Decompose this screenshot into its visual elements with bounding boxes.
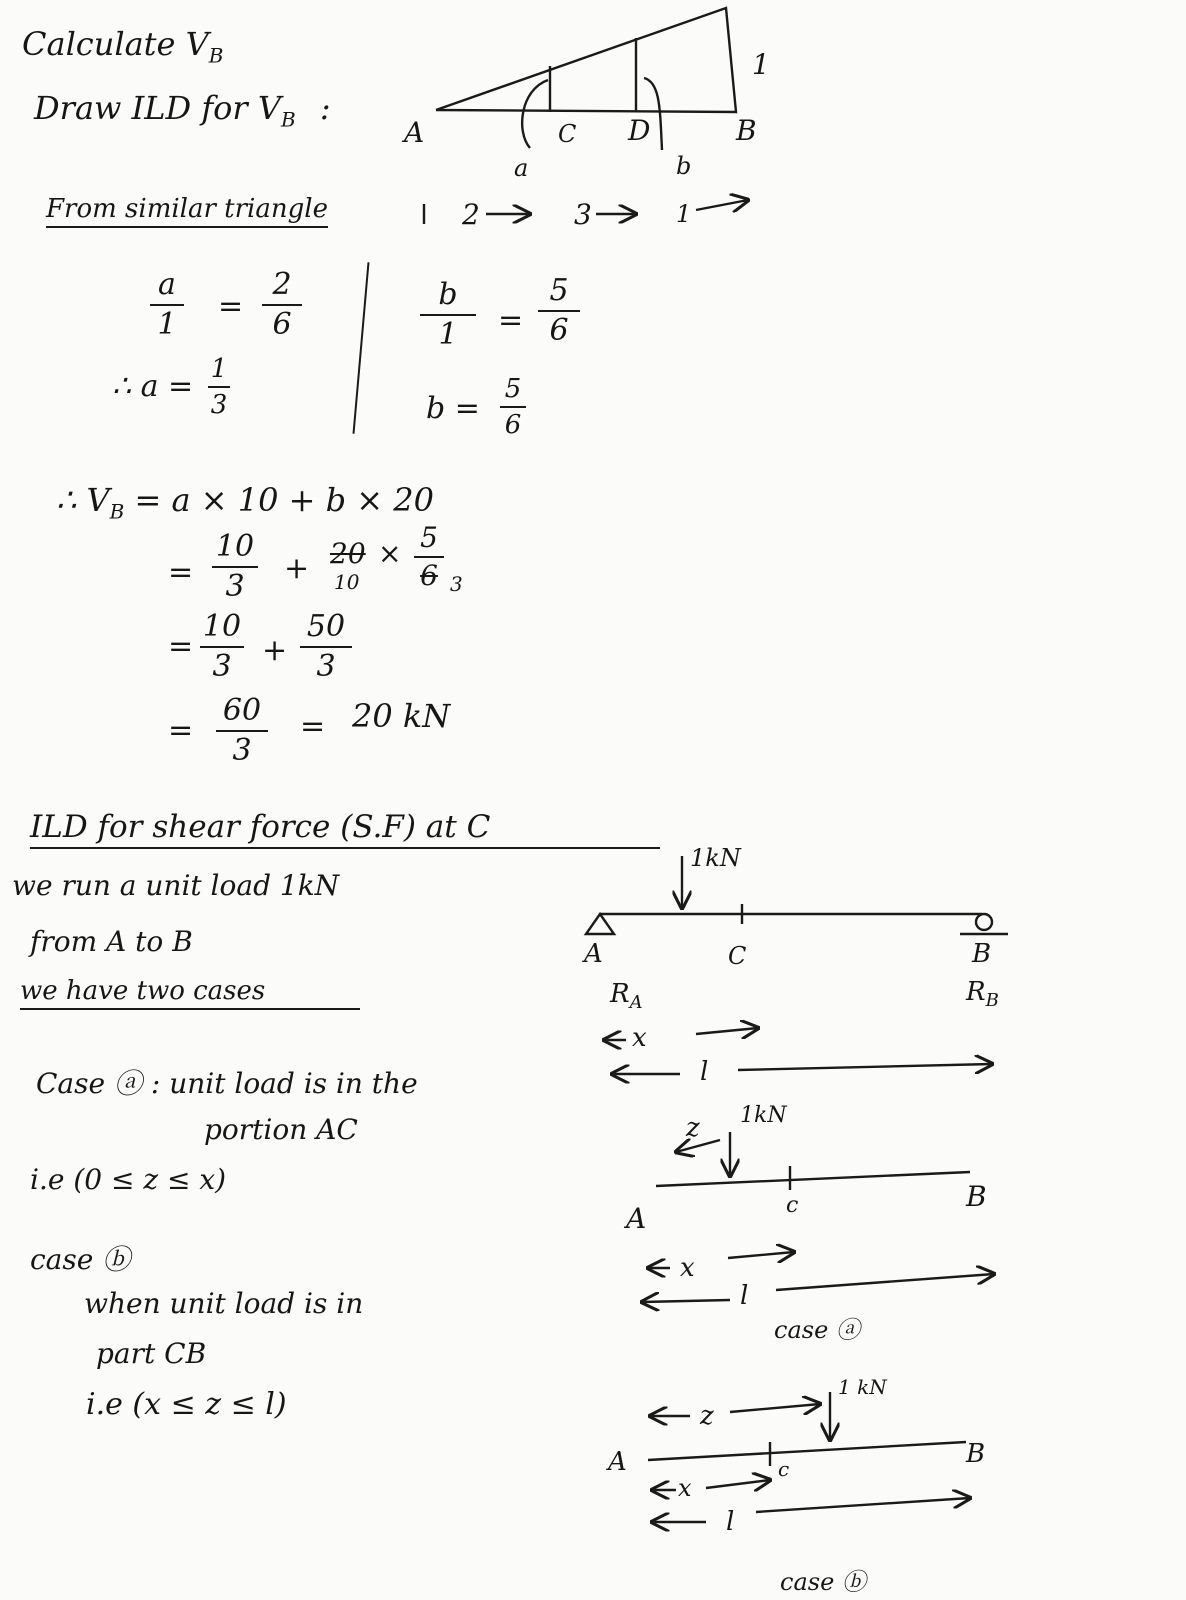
ild-label-A: A	[404, 116, 425, 149]
case-a-z: z	[686, 1113, 700, 1143]
step2-d2-alt: 3	[450, 572, 463, 596]
ild-dim-3: 1	[676, 200, 692, 228]
step3-eq: =	[168, 629, 194, 664]
case-a-x: x	[680, 1253, 695, 1283]
main-RB: $R_B$	[966, 977, 999, 1011]
case-b-x: x	[678, 1474, 692, 1502]
case-a-beam	[642, 1132, 994, 1302]
case-a-label: Case ⓐ : unit load is in the	[36, 1067, 418, 1100]
frac-a-rhs: 2 6	[262, 270, 302, 340]
step2-coeff-den: 10	[334, 570, 360, 594]
b-result-frac: 5 6	[500, 376, 526, 438]
case-b-caption: case ⓑ	[780, 1568, 866, 1596]
case-b-range: i.e (x ≤ z ≤ l)	[86, 1387, 287, 1422]
main-label-A: A	[584, 939, 603, 969]
eq-sign-b: =	[498, 303, 524, 338]
frac-b-rhs: 5 6	[538, 276, 580, 346]
case-b-label-C: c	[778, 1457, 790, 1481]
draw-ild-line: Draw ILD for $V_B$ :	[34, 89, 331, 132]
case-a-load: 1kN	[740, 1103, 787, 1128]
ild-label-C: C	[558, 120, 577, 148]
main-l: l	[700, 1057, 709, 1087]
title: Calculate $V_B$	[22, 25, 224, 68]
step4-frac: 60 3	[216, 696, 268, 766]
step3-frac1: 10 3	[200, 612, 244, 682]
case-a-cont: portion AC	[204, 1113, 358, 1146]
intro-line1: we run a unit load 1kN	[12, 869, 340, 902]
main-label-B: B	[972, 939, 992, 969]
b-result-lhs: b =	[426, 391, 480, 426]
case-b-load: 1 kN	[838, 1375, 887, 1399]
step2-times: ×	[378, 537, 402, 570]
case-b-label-B: B	[966, 1439, 986, 1469]
case-a-range: i.e (0 ≤ z ≤ x)	[30, 1163, 227, 1196]
vb-equation: ∴ $V_B = a \times 10 + b \times 20$	[56, 481, 434, 524]
ild-label-D: D	[628, 114, 651, 147]
case-b-z: z	[700, 1401, 714, 1431]
step2-frac1: 10 3	[212, 532, 258, 602]
a-result-frac: 1 3	[208, 356, 230, 418]
step2-frac2: 5 6	[414, 524, 444, 590]
similar-triangle-heading: From similar triangle	[46, 196, 328, 228]
ild-label-B: B	[736, 114, 757, 147]
case-a-l: l	[740, 1281, 749, 1311]
case-b-beam	[648, 1392, 970, 1522]
main-load-label: 1kN	[690, 844, 741, 872]
case-b-line2: part CB	[96, 1337, 207, 1370]
step3-plus: +	[262, 633, 288, 668]
main-x: x	[632, 1023, 647, 1053]
a-result-lhs: ∴ a =	[112, 369, 194, 404]
case-a-caption: case ⓐ	[774, 1316, 860, 1344]
shear-ild-heading: ILD for shear force (S.F) at C	[30, 812, 660, 849]
ild-label-b: b	[676, 152, 692, 180]
step4-eq2: =	[300, 709, 326, 744]
case-b-l: l	[726, 1507, 735, 1537]
ild-dim-2: 3	[574, 198, 592, 231]
frac-a-lhs: a 1	[150, 270, 184, 340]
frac-b-lhs: b 1	[420, 280, 476, 350]
step4-eq: =	[168, 713, 194, 748]
case-b-label-A: A	[608, 1447, 627, 1477]
intro-line3: we have two cases	[20, 978, 360, 1010]
case-a-label-B: B	[966, 1180, 987, 1213]
case-b-label: case ⓑ	[30, 1243, 131, 1276]
case-a-label-C: c	[786, 1193, 799, 1218]
ild-label-a: a	[514, 154, 529, 182]
case-b-line1: when unit load is in	[84, 1287, 364, 1320]
step2-coeff: 20	[330, 537, 366, 570]
main-label-C: C	[728, 942, 747, 970]
main-beam	[586, 856, 1008, 1074]
step2-plus: +	[284, 551, 310, 586]
step2-eq: =	[168, 555, 194, 590]
step3-frac2: 50 3	[300, 612, 352, 682]
main-RA: $R_A$	[610, 979, 643, 1013]
intro-line2: from A to B	[30, 925, 193, 958]
ild-dim-1: 2	[462, 198, 480, 231]
vb-result: 20 kN	[352, 697, 451, 735]
case-a-label-A: A	[626, 1202, 647, 1235]
ild-label-one: 1	[752, 48, 770, 81]
eq-sign: =	[218, 289, 244, 324]
ild-triangle	[436, 8, 736, 150]
